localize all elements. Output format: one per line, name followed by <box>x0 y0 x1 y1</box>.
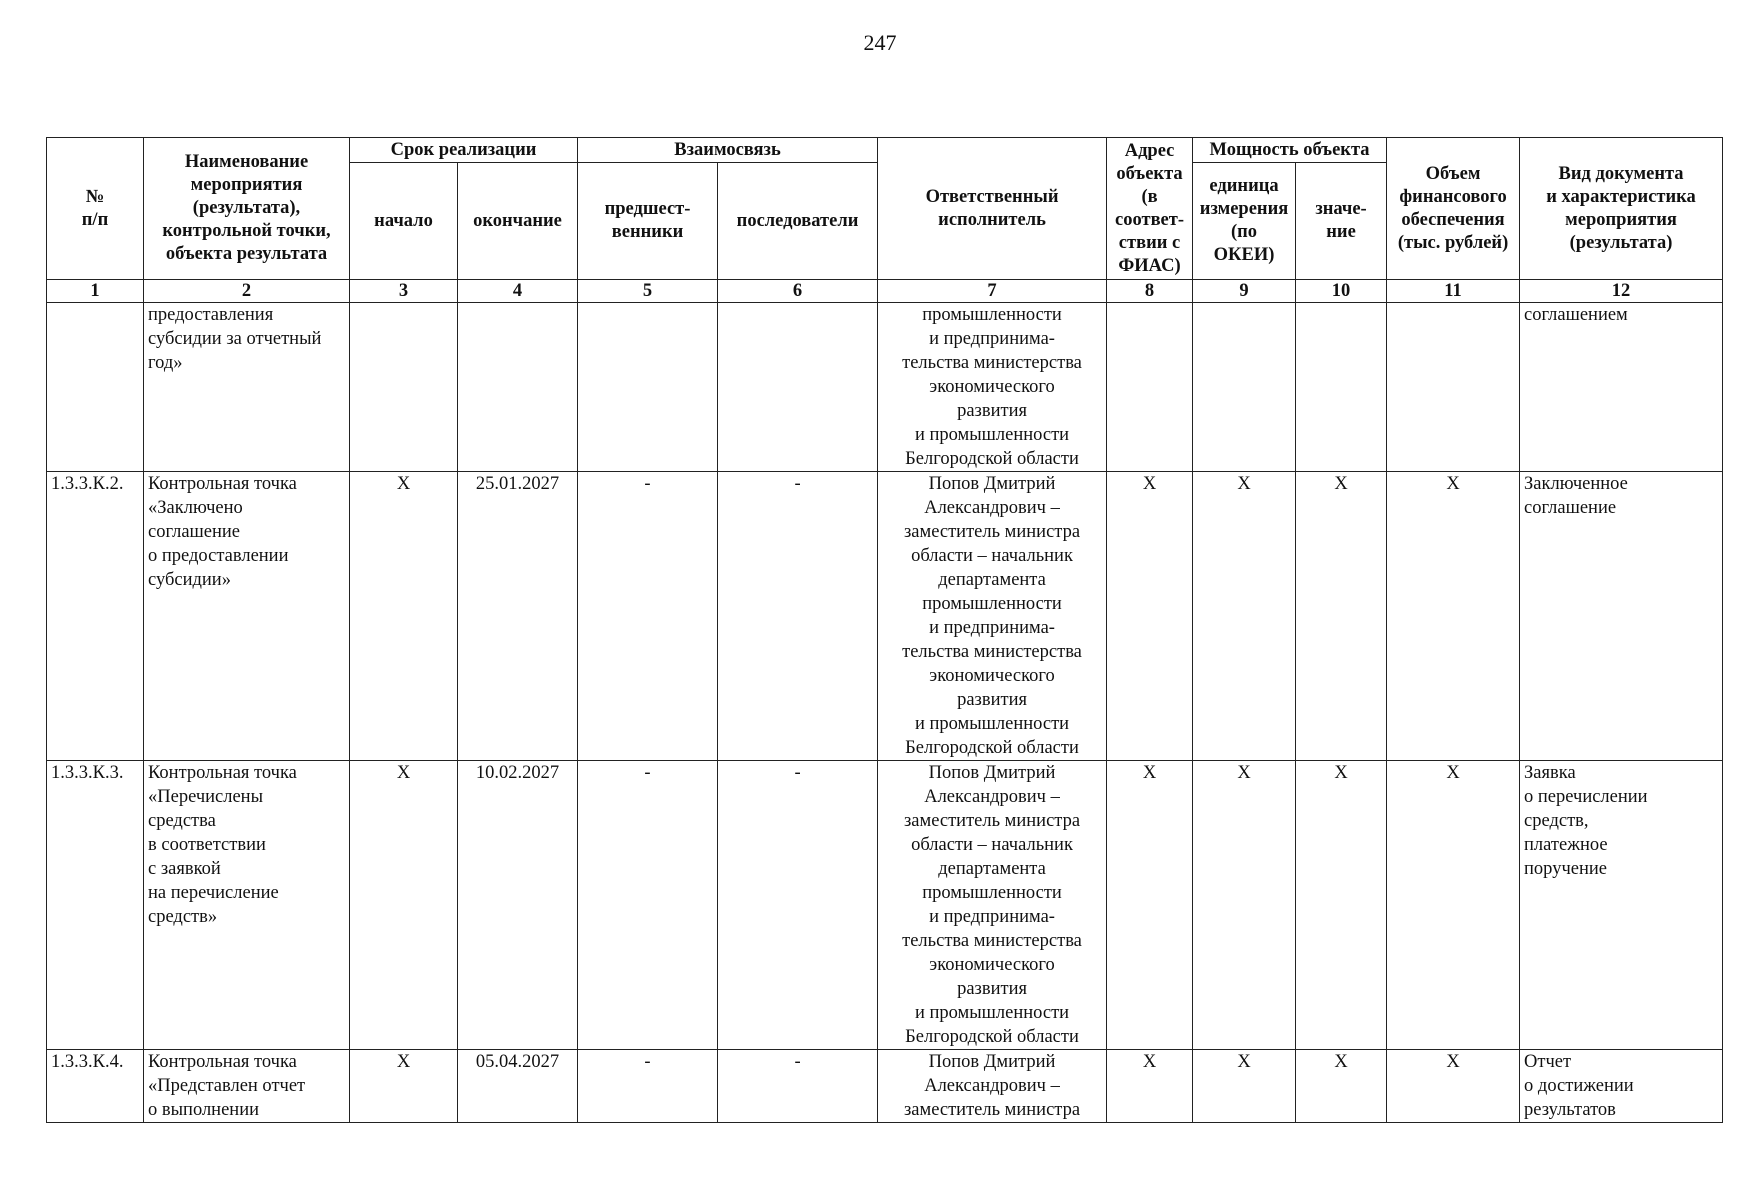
row-value: X <box>1296 472 1387 761</box>
column-number: 2 <box>144 280 350 303</box>
row-finance <box>1387 303 1520 472</box>
row-end: 10.02.2027 <box>458 761 578 1050</box>
table-row <box>47 472 1723 761</box>
row-name: Контрольная точка «Представлен отчет о выполнении <box>144 1050 350 1123</box>
row-end <box>458 303 578 472</box>
column-number: 6 <box>718 280 878 303</box>
row-end: 05.04.2027 <box>458 1050 578 1123</box>
row-start: X <box>350 1050 458 1123</box>
row-address <box>1107 303 1193 472</box>
row-doc: Отчет о достижении результатов <box>1520 1050 1723 1123</box>
row-address: X <box>1107 1050 1193 1123</box>
header-capacity-group: Мощность объекта <box>1193 138 1387 163</box>
header-capacity-value: значе- ние <box>1296 163 1387 280</box>
row-unit: X <box>1193 472 1296 761</box>
row-next: - <box>718 1050 878 1123</box>
header-finance: Объем финансового обеспечения (тыс. рублей) <box>1387 138 1520 280</box>
row-prev: - <box>578 472 718 761</box>
row-finance: X <box>1387 761 1520 1050</box>
row-no <box>47 303 144 472</box>
row-no: 1.3.3.К.4. <box>47 1050 144 1123</box>
row-finance: X <box>1387 1050 1520 1123</box>
row-responsible: Попов Дмитрий Александрович – заместитель министра <box>878 1050 1107 1123</box>
column-number: 9 <box>1193 280 1296 303</box>
row-address: X <box>1107 761 1193 1050</box>
row-value: X <box>1296 1050 1387 1123</box>
table-row <box>47 761 1723 1050</box>
header-no: № п/п <box>47 138 144 280</box>
table-row <box>47 303 1723 472</box>
row-start: X <box>350 761 458 1050</box>
header-term-group: Срок реализации <box>350 138 578 163</box>
column-number: 5 <box>578 280 718 303</box>
header-responsible: Ответственный исполнитель <box>878 138 1107 280</box>
row-responsible: промышленности и предпринима- тельства министерства экономического развития и промышленности Белгородской области <box>878 303 1107 472</box>
header-term-end: окончание <box>458 163 578 280</box>
column-number: 3 <box>350 280 458 303</box>
row-prev <box>578 303 718 472</box>
column-number: 7 <box>878 280 1107 303</box>
row-doc: Заявка о перечислении средств, платежное поручение <box>1520 761 1723 1050</box>
row-no: 1.3.3.К.2. <box>47 472 144 761</box>
row-responsible: Попов Дмитрий Александрович – заместитель министра области – начальник департамента промышленности и предпринима- тельства министерства экономического развития и промышленности Белгородской области <box>878 761 1107 1050</box>
column-number: 8 <box>1107 280 1193 303</box>
header-link-next: последователи <box>718 163 878 280</box>
row-responsible: Попов Дмитрий Александрович – заместитель министра области – начальник департамента промышленности и предпринима- тельства министерства экономического развития и промышленности Белгородской области <box>878 472 1107 761</box>
header-doc-type: Вид документа и характеристика мероприятия (результата) <box>1520 138 1723 280</box>
header-term-start: начало <box>350 163 458 280</box>
row-name: Контрольная точка «Перечислены средства в соответствии с заявкой на перечисление средств» <box>144 761 350 1050</box>
column-number: 12 <box>1520 280 1723 303</box>
row-next: - <box>718 472 878 761</box>
header-link-prev: предшест- венники <box>578 163 718 280</box>
row-doc: Заключенное соглашение <box>1520 472 1723 761</box>
row-no: 1.3.3.К.3. <box>47 761 144 1050</box>
header-capacity-unit: единица измерения (по ОКЕИ) <box>1193 163 1296 280</box>
row-prev: - <box>578 1050 718 1123</box>
row-name: предоставления субсидии за отчетный год» <box>144 303 350 472</box>
row-name: Контрольная точка «Заключено соглашение о предоставлении субсидии» <box>144 472 350 761</box>
column-number: 4 <box>458 280 578 303</box>
column-numbers-row <box>47 280 1723 303</box>
row-end: 25.01.2027 <box>458 472 578 761</box>
row-address: X <box>1107 472 1193 761</box>
row-unit: X <box>1193 761 1296 1050</box>
row-unit: X <box>1193 1050 1296 1123</box>
row-finance: X <box>1387 472 1520 761</box>
row-doc: соглашением <box>1520 303 1723 472</box>
header-link-group: Взаимосвязь <box>578 138 878 163</box>
column-number: 10 <box>1296 280 1387 303</box>
row-next <box>718 303 878 472</box>
row-prev: - <box>578 761 718 1050</box>
table-row <box>47 1050 1723 1123</box>
row-value: X <box>1296 761 1387 1050</box>
column-number: 11 <box>1387 280 1520 303</box>
page-number: 247 <box>863 30 897 55</box>
row-start: X <box>350 472 458 761</box>
plan-table <box>46 137 1723 1123</box>
column-number: 1 <box>47 280 144 303</box>
row-value <box>1296 303 1387 472</box>
row-start <box>350 303 458 472</box>
header-name: Наименование мероприятия (результата), контрольной точки, объекта результата <box>144 138 350 280</box>
row-next: - <box>718 761 878 1050</box>
header-address: Адрес объекта (в соответ- ствии с ФИАС) <box>1107 138 1193 280</box>
row-unit <box>1193 303 1296 472</box>
